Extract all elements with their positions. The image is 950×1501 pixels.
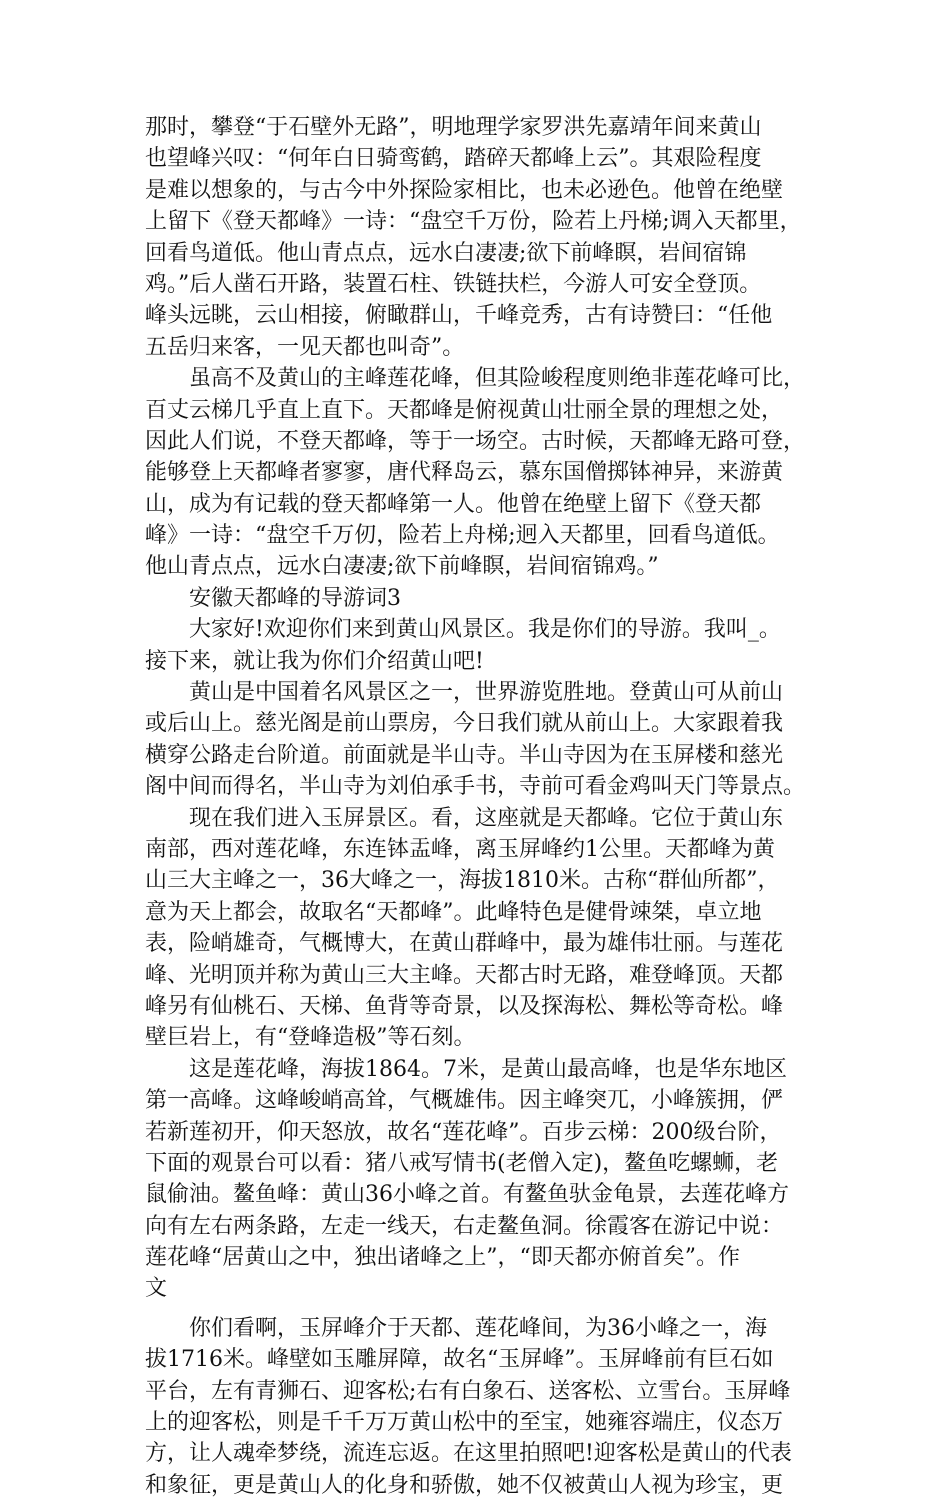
text-line: 莲花峰“居黄山之中，独出诸峰之上”，“即天都亦俯首矣”。作: [145, 1245, 740, 1271]
text-line: 峰》一诗：“盘空千万仞，险若上舟梯;迥入天都里，回看鸟道低。: [145, 523, 780, 549]
text-line: 向有左右两条路，左走一线天，右走鳌鱼洞。徐霞客在游记中说：: [145, 1213, 784, 1239]
text-line: 若新莲初开，仰天怒放，故名“莲花峰”。百步云梯：200级台阶，: [145, 1119, 782, 1145]
text-line: 山，成为有记载的登天都峰第一人。他曾在绝壁上留下《登天都: [145, 491, 762, 517]
text-line: 也望峰兴叹：“何年白日骑鸾鹤，踏碎天都峰上云”。其艰险程度: [145, 146, 762, 172]
text-line: 第一高峰。这峰峻峭高耸，气概雄伟。因主峰突兀，小峰簇拥，俨: [145, 1088, 784, 1114]
text-line: 他山青点点，远水白凄凄;欲下前峰瞑，岩间宿锦鸡。”: [145, 554, 659, 580]
text-line: 阁中间而得名，半山寺为刘伯承手书，寺前可看金鸡叫天门等景点。: [145, 774, 806, 800]
text-line: 那时，攀登“于石壁外无路”，明地理学家罗洪先嘉靖年间来黄山: [145, 115, 762, 140]
text-line: 上留下《登天都峰》一诗：“盘空千万份，险若上丹梯;调入天都里，: [145, 209, 802, 235]
text-line: 表，险峭雄奇，气概博大，在黄山群峰中，最为雄伟壮丽。与莲花: [145, 931, 784, 957]
section-heading: 安徽天都峰的导游词3: [145, 585, 401, 611]
text-line: 因此人们说，不登天都峰，等于一场空。古时候，天都峰无路可登，: [145, 428, 806, 454]
text-line: 鸡。”后人凿石开路，装置石柱、铁链扶栏，今游人可安全登顶。: [145, 271, 762, 297]
document-body: [145, 112, 837, 1501]
text-line: 现在我们进入玉屏景区。看，这座就是天都峰。它位于黄山东: [145, 805, 784, 831]
text-line: 这是莲花峰，海拔1864。7米，是黄山最高峰，也是华东地区: [145, 1056, 787, 1082]
paragraph-gap: [145, 1305, 837, 1313]
text-line: 虽高不及黄山的主峰莲花峰，但其险峻程度则绝非莲花峰可比，: [145, 366, 806, 392]
text-line: 意为天上都会，故取名“天都峰”。此峰特色是健骨竦桀，卓立地: [145, 899, 762, 925]
text-line: 拔1716米。峰壁如玉雕屏障，故名“玉屏峰”。玉屏峰前有巨石如: [145, 1347, 774, 1373]
text-line: 峰另有仙桃石、天梯、鱼背等奇景，以及探海松、舞松等奇松。峰: [145, 993, 784, 1019]
text-line: 或后山上。慈光阁是前山票房，今日我们就从前山上。大家跟着我: [145, 711, 784, 737]
text-line: 能够登上天都峰者寥寥，唐代释岛云，慕东国僧掷钵神异，来游黄: [145, 460, 784, 486]
text-line: 山三大主峰之一，36大峰之一，海拔1810米。古称“群仙所都”，: [145, 868, 780, 894]
text-line: 五岳归来客，一见天都也叫奇”。: [145, 334, 465, 360]
text-line: 平台，左有青狮石、迎客松;右有白象石、送客松、立雪台。玉屏峰: [145, 1378, 791, 1404]
text-line: 回看鸟道低。他山青点点，远水白凄凄;欲下前峰瞑，岩间宿锦: [145, 240, 747, 266]
text-line: 横穿公路走台阶道。前面就是半山寺。半山寺因为在玉屏楼和慈光: [145, 742, 784, 768]
text-line: 黄山是中国着名风景区之一，世界游览胜地。登黄山可从前山: [145, 680, 784, 706]
text-line: 南部，西对莲花峰，东连钵盂峰，离玉屏峰约1公里。天都峰为黄: [145, 836, 775, 862]
text-line: 下面的观景台可以看：猪八戒写情书(老僧入定)，鳌鱼吃螺蛳，老: [145, 1150, 779, 1176]
text-line: 鼠偷油。鳌鱼峰：黄山36小峰之首。有鳌鱼驮金龟景，去莲花峰方: [145, 1182, 789, 1208]
text-line: 是难以想象的，与古今中外探险家相比，也未必逊色。他曾在绝壁: [145, 177, 784, 203]
text-line: 百丈云梯几乎直上直下。天都峰是俯视黄山壮丽全景的理想之处，: [145, 397, 784, 423]
text-line: 接下来，就让我为你们介绍黄山吧!: [145, 648, 484, 674]
text-line: 大家好!欢迎你们来到黄山风景区。我是你们的导游。我叫_。: [145, 617, 781, 643]
text-line: 文: [145, 1276, 168, 1302]
text-line: 壁巨岩上，有“登峰造极”等石刻。: [145, 1025, 476, 1051]
text-line: 峰头远眺，云山相接，俯瞰群山，千峰竞秀，古有诗赞曰：“任他: [145, 303, 773, 329]
text-line: 方，让人魂牵梦绕，流连忘返。在这里拍照吧!迎客松是黄山的代表: [145, 1441, 792, 1467]
text-line: 上的迎客松，则是千千万万黄山松中的至宝，她雍容端庄，仪态万: [145, 1410, 784, 1436]
text-line: 你们看啊，玉屏峰介于天都、莲花峰间，为36小峰之一，海: [145, 1315, 767, 1341]
text-line: 和象征，更是黄山人的化身和骄傲，她不仅被黄山人视为珍宝，更: [145, 1472, 784, 1498]
text-line: 峰、光明顶并称为黄山三大主峰。天都古时无路，难登峰顶。天都: [145, 962, 784, 988]
